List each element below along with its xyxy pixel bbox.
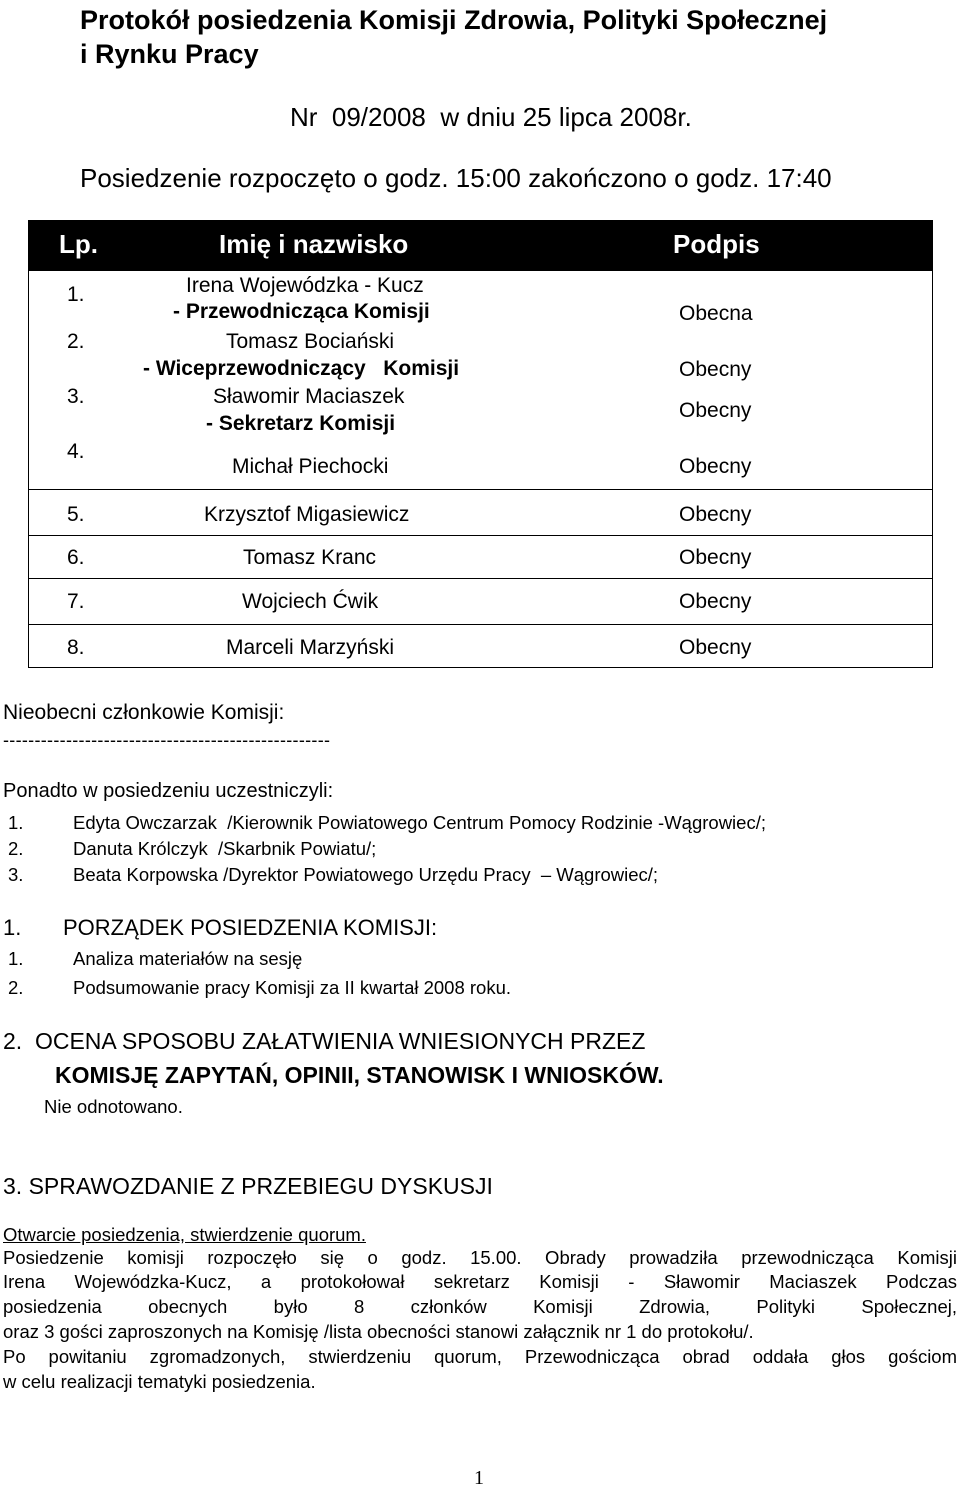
row-8-status: Obecny [679, 636, 752, 659]
agenda-item-text: Podsumowanie pracy Komisji za II kwartał 2008 roku. [73, 977, 512, 998]
guest-item [8, 810, 766, 835]
row-8-name: Marceli Marzyński [226, 636, 395, 659]
header-name: Imię i nazwisko [219, 229, 409, 259]
meeting-time: Posiedzenie rozpoczęto o godz. 15:00 zakończono o godz. 17:40 [80, 163, 832, 193]
section-2-heading-line-1: 2. OCENA SPOSOBU ZAŁATWIENIA WNIESIONYCH PRZEZ [3, 1028, 646, 1054]
agenda-item [8, 975, 512, 1000]
row-divider [29, 624, 932, 625]
row-1-name: Irena Wojewódzka - Kucz [186, 274, 424, 297]
section-2-note: Nie odnotowano. [44, 1096, 183, 1117]
paragraph-line: Po powitaniu zgromadzonych, stwierdzeniu quorum, Przewodnicząca obrad oddała głos gościom [3, 1346, 957, 1367]
guest-item-text: Danuta Królczyk /Skarbnik Powiatu/; [73, 838, 377, 859]
row-1-no: 1. [67, 283, 85, 306]
guest-item [8, 862, 659, 887]
section-1-heading [3, 915, 438, 941]
row-3-status: Obecny [679, 399, 752, 422]
section-3-heading: 3. SPRAWOZDANIE Z PRZEBIEGU DYSKUSJI [3, 1173, 493, 1199]
document-title-line-2: i Rynku Pracy [80, 39, 259, 69]
header-no: Lp. [59, 229, 98, 259]
row-5-no: 5. [67, 503, 85, 526]
row-2-no: 2. [67, 330, 85, 353]
paragraph-line: Posiedzenie komisji rozpoczęło się o godz. 15.00. Obrady prowadziła przewodnicząca Komisji [3, 1247, 957, 1268]
row-4-name: Michał Piechocki [232, 455, 389, 478]
protocol-number: Nr 09/2008 w dniu 25 lipca 2008r. [290, 102, 692, 132]
header-signature: Podpis [673, 229, 760, 259]
row-3-name: Sławomir Maciaszek [213, 385, 405, 408]
agenda-item [8, 946, 303, 971]
row-divider [29, 489, 932, 490]
row-5-status: Obecny [679, 503, 752, 526]
row-7-name: Wojciech Ćwik [242, 590, 379, 613]
row-7-no: 7. [67, 590, 85, 613]
section-3-subheading: Otwarcie posiedzenia, stwierdzenie quorum. [3, 1224, 366, 1245]
row-divider [29, 578, 932, 579]
agenda-item-no: 2. [8, 977, 24, 998]
guest-item-no: 2. [8, 838, 24, 859]
row-3-role: - Sekretarz Komisji [206, 412, 396, 435]
paragraph-line: posiedzenia obecnych było 8 członków Komisji Zdrowia, Polityki Społecznej, [3, 1296, 957, 1317]
section-1-no: 1. [3, 915, 22, 940]
row-2-name: Tomasz Bociański [226, 330, 395, 353]
row-1-role: - Przewodnicząca Komisji [173, 300, 430, 323]
row-6-no: 6. [67, 546, 85, 569]
paragraph-line: w celu realizacji tematyki posiedzenia. [3, 1371, 316, 1392]
row-7-status: Obecny [679, 590, 752, 613]
absent-dashes: ---------------------------------------------------- [3, 730, 331, 750]
row-4-no: 4. [67, 440, 85, 463]
row-6-status: Obecny [679, 546, 752, 569]
row-8-no: 8. [67, 636, 85, 659]
attendance-table [28, 220, 933, 668]
page-number: 1 [474, 1467, 484, 1489]
guest-item-no: 3. [8, 864, 24, 885]
row-1-status: Obecna [679, 302, 753, 325]
table-header [29, 221, 932, 271]
guest-item-text: Edyta Owczarzak /Kierownik Powiatowego Centrum Pomocy Rodzinie -Wągrowiec/; [73, 812, 766, 833]
section-2-heading-line-2: KOMISJĘ ZAPYTAŃ, OPINII, STANOWISK I WNIOSKÓW. [55, 1062, 664, 1088]
guest-item-no: 1. [8, 812, 24, 833]
row-6-name: Tomasz Kranc [243, 546, 377, 569]
guest-item [8, 836, 377, 861]
row-divider [29, 535, 932, 536]
row-2-role: - Wiceprzewodniczący Komisji [143, 357, 460, 380]
row-3-no: 3. [67, 385, 85, 408]
absent-heading: Nieobecni członkowie Komisji: [3, 701, 285, 724]
document-title-line-1: Protokół posiedzenia Komisji Zdrowia, Polityki Społecznej [80, 5, 828, 35]
guest-item-text: Beata Korpowska /Dyrektor Powiatowego Urzędu Pracy – Wągrowiec/; [73, 864, 659, 885]
paragraph-line: oraz 3 gości zaproszonych na Komisję /lista obecności stanowi załącznik nr 1 do protokołu/. [3, 1321, 754, 1342]
agenda-item-no: 1. [8, 948, 24, 969]
row-5-name: Krzysztof Migasiewicz [204, 503, 410, 526]
row-2-status: Obecny [679, 358, 752, 381]
row-4-status: Obecny [679, 455, 752, 478]
section-1-title: PORZĄDEK POSIEDZENIA KOMISJI: [63, 915, 438, 940]
agenda-item-text: Analiza materiałów na sesję [73, 948, 303, 969]
guests-heading: Ponadto w posiedzeniu uczestniczyli: [3, 780, 334, 802]
paragraph-line: Irena Wojewódzka-Kucz, a protokołował sekretarz Komisji - Sławomir Maciaszek Podczas [3, 1271, 957, 1292]
